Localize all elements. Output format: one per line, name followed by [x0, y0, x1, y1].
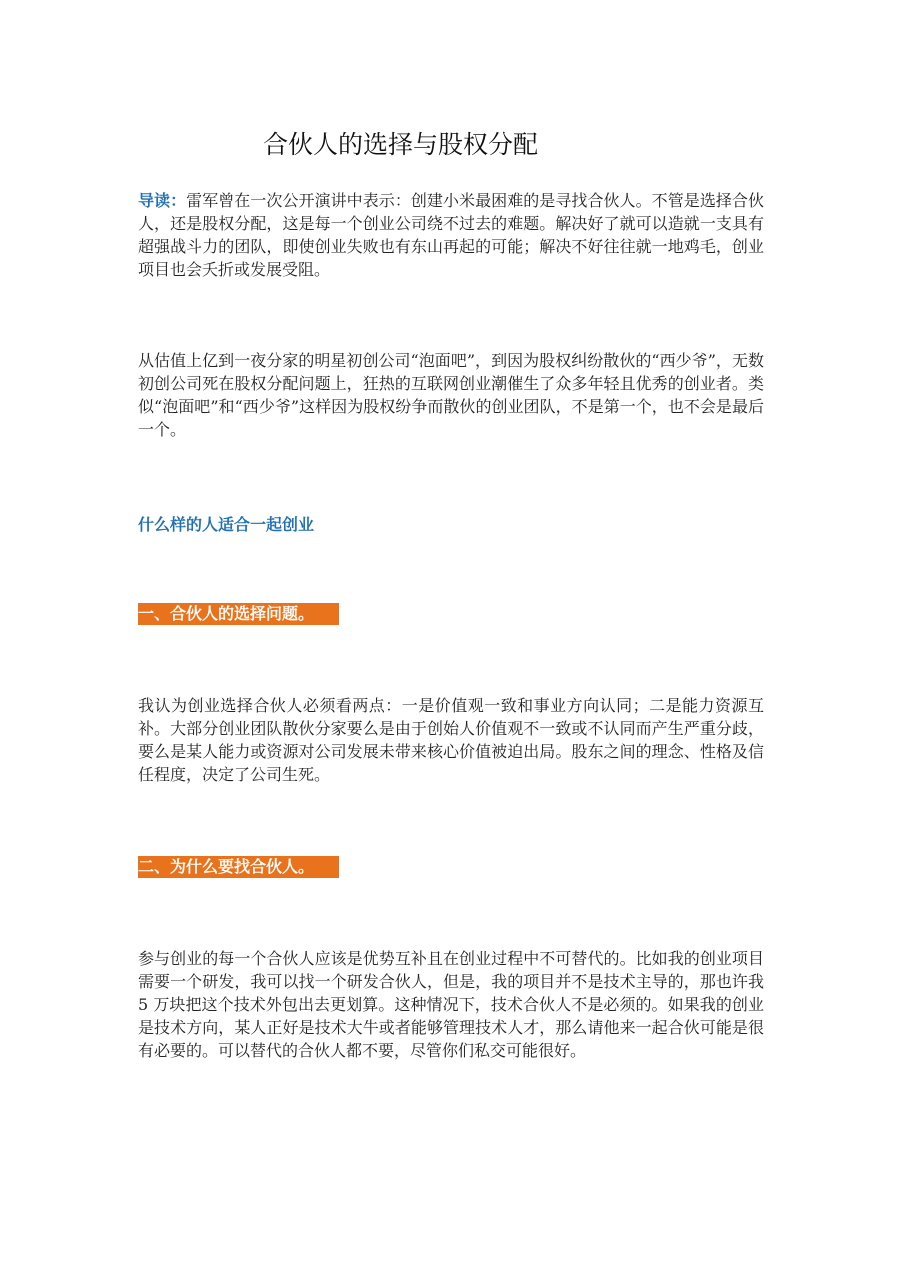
body-paragraph-1: 从估值上亿到一夜分家的明星初创公司“泡面吧”，到因为股权纠纷散伙的“西少爷”，无数初创公司死在股权分配问题上，狂热的互联网创业潮催生了众多年轻且优秀的创业者。类似“泡面吧”和“西少爷”这样因为股权纷争而散伙的创业团队，不是第一个，也不会是最后一个。 — [138, 351, 764, 439]
intro-label: 导读： — [138, 191, 187, 210]
section-2-paragraph: 参与创业的每一个合伙人应该是优势互补且在创业过程中不可替代的。比如我的创业项目需要一个研发，我可以找一个研发合伙人，但是，我的项目并不是技术主导的，那也许我 5 万块把这个技术外包出去更划算。这种情况下，技术合伙人不是必须的。如果我的创业是技术方向，某人正好是技术大牛或者能够管理技术人才，那么请他来一起合伙可能是很有必要的。可以替代的合伙人都不要，尽管你们私交可能很好。 — [138, 949, 764, 1060]
intro-paragraph — [138, 189, 764, 281]
intro-text: 雷军曾在一次公开演讲中表示：创建小米最困难的是寻找合伙人。不管是选择合伙人，还是股权分配，这是每一个创业公司绕不过去的难题。解决好了就可以造就一支具有超强战斗力的团队，即使创业失败也有东山再起的可能；解决不好往往就一地鸡毛，创业项目也会夭折或发展受阻。 — [138, 191, 764, 279]
section-heading-1: 一、合伙人的选择问题。 — [138, 603, 339, 625]
section-heading-2: 二、为什么要找合伙人。 — [138, 856, 339, 878]
document-title: 合伙人的选择与股权分配 — [263, 130, 539, 159]
subheading: 什么样的人适合一起创业 — [138, 515, 315, 534]
section-1-paragraph: 我认为创业选择合伙人必须看两点：一是价值观一致和事业方向认同；二是能力资源互补。大部分创业团队散伙分家要么是由于创始人价值观不一致或不认同而产生严重分歧，要么是某人能力或资源对公司发展未带来核心价值被迫出局。股东之间的理念、性格及信任程度，决定了公司生死。 — [138, 696, 764, 784]
